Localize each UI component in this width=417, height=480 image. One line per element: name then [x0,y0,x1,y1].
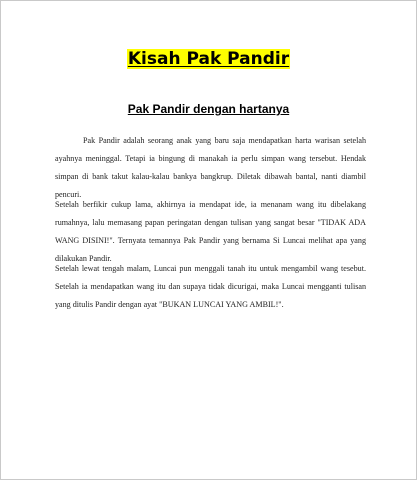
document-title: Kisah Pak Pandir [127,49,290,69]
paragraph-1: Pak Pandir adalah seorang anak yang baru saja mendapatkan harta warisan setelah ayahnya meninggal. Tetapi ia bingung di manakah ia perlu simpan wang tersebut. Hendak simpan di bank takut kalau-kalau bankya bangkrup. Diletak dibawah bantal, nanti diambil pencuri. [55,136,366,199]
paragraph-2: Setelah berfikir cukup lama, akhirnya ia mendapat ide, ia menanam wang itu dibelakang rumahnya, lalu memasang papan peringatan dengan tulisan yang sangat besar "TIDAK ADA WANG DISINI!". Ternyata temannya Pak Pandir yang bernama Si Luncai melihat apa yang dilakukan Pandir. [55,200,366,263]
document-subtitle: Pak Pandir dengan hartanya [127,102,290,116]
paragraph-3: Setelah lewat tengah malam, Luncai pun menggali tanah itu untuk mengambil wang tesebut. Setelah ia mendapatkan wang itu dan supaya tidak dicurigai, maka Luncai mengganti tulisan yang ditulis Pandir dengan ayat "BUKAN LUNCAI YANG AMBIL!". [55,264,366,309]
title-container [1,49,416,69]
